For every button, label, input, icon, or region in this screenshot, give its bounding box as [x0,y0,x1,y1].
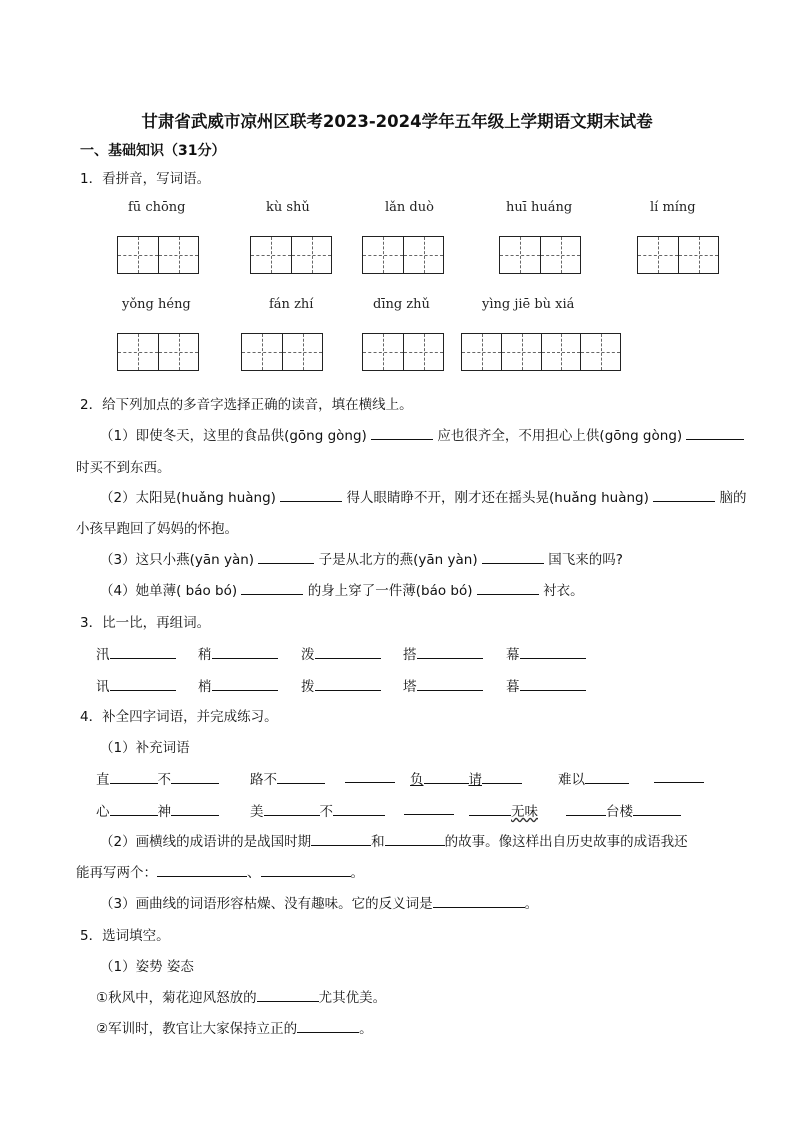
char: 汛 [96,647,110,663]
pinyin-label: fán zhí [269,297,314,312]
answer-blank[interactable] [566,801,606,816]
text: 负 [410,772,424,788]
answer-blank[interactable] [171,769,219,784]
text: 无味 [511,804,538,820]
q3-item [198,643,278,663]
q4-row2b [250,800,385,820]
q4-row1c [345,768,395,787]
text: （2）太阳晃(huǎng huàng) [100,490,276,506]
answer-blank[interactable] [520,644,586,659]
pinyin-label: yǒng héng [122,297,191,312]
answer-blank[interactable] [417,644,483,659]
q5-sub1: （1）姿势 姿态 [100,959,194,975]
q4-row1e [558,768,629,788]
q4-row1d [410,768,522,788]
q4-sub2 [100,830,688,850]
q2-item-2 [100,486,746,506]
answer-blank[interactable] [264,801,320,816]
text: 。 [359,1021,373,1037]
q3-item [96,675,176,695]
text: 台楼 [606,804,633,820]
q2-item-4 [100,579,584,599]
answer-blank[interactable] [417,676,483,691]
text: 美 [250,804,264,820]
answer-blank[interactable] [482,549,544,564]
char: 塔 [403,679,417,695]
text: 难以 [558,772,585,788]
question-1-prompt: 1．看拼音，写词语。 [80,171,211,187]
q4-row1b [250,768,325,788]
writing-grid-4[interactable] [461,333,621,371]
question-2-prompt: 2．给下列加点的多音字选择正确的读音，填在横线上。 [80,397,413,413]
text: 不 [157,772,171,788]
q2-item-3 [100,548,623,568]
text: 得人眼睛睁不开，刚才还在摇头晃(huǎng huàng) [346,490,649,506]
answer-blank[interactable] [110,676,176,691]
writing-grid[interactable] [499,236,581,274]
writing-grid[interactable] [362,236,444,274]
text: 衬衣。 [543,583,584,599]
question-5-prompt: 5．选词填空。 [80,928,170,944]
pinyin-label: dīng zhǔ [373,297,430,312]
text: 直 [96,772,110,788]
answer-blank[interactable] [653,487,715,502]
text: （1）即使冬天，这里的食品供(gōng gòng) [100,428,367,444]
pinyin-label: kù shǔ [266,200,310,215]
text: （4）她单薄( báo bó) [100,583,238,599]
answer-blank[interactable] [297,1018,359,1033]
q3-item [506,675,586,695]
char: 搭 [403,647,417,663]
q2-item-1 [100,424,744,444]
char: 暮 [506,679,520,695]
answer-blank[interactable] [110,644,176,659]
text: 请 [468,772,482,788]
q4-row2d [469,800,538,820]
writing-grid[interactable] [637,236,719,274]
answer-blank[interactable] [257,987,319,1002]
answer-blank[interactable] [110,801,158,816]
q5-item-1 [96,986,386,1006]
answer-blank[interactable] [585,769,629,784]
answer-blank[interactable] [520,676,586,691]
answer-blank[interactable] [311,831,371,846]
q3-item [301,675,381,695]
writing-grid[interactable] [250,236,332,274]
section-heading: 一、基础知识（31分） [80,143,226,159]
text: 、 [247,865,261,881]
answer-blank[interactable] [277,769,325,784]
answer-blank[interactable] [171,801,219,816]
q4-row2e [566,800,681,820]
text: 的故事。像这样出自历史故事的成语我还 [444,834,688,850]
answer-blank[interactable] [482,769,522,784]
pinyin-label: yìng jiē bù xiá [482,297,575,312]
answer-blank[interactable] [686,425,744,440]
text: 路不 [250,772,277,788]
text: ②军训时，教官让大家保持立正的 [96,1021,298,1037]
text: 能再写两个： [76,865,157,881]
q3-item [403,643,483,663]
writing-grid[interactable] [117,333,199,371]
q4-sub2-cont [76,861,364,881]
text: ①秋风中，菊花迎风怒放的 [96,990,257,1006]
pinyin-label: lí míng [650,200,696,215]
pinyin-label: huī huáng [506,200,573,215]
answer-blank[interactable] [633,801,681,816]
text: 的身上穿了一件薄(báo bó) [307,583,473,599]
answer-blank[interactable] [315,676,381,691]
q2-item-1-cont: 时买不到东西。 [76,460,171,476]
answer-blank[interactable] [433,893,525,908]
answer-blank[interactable] [424,769,469,784]
answer-blank[interactable] [371,425,433,440]
question-3-prompt: 3．比一比，再组词。 [80,615,211,631]
text: 应也很齐全，不用担心上供(gōng gòng) [437,428,683,444]
q4-row2 [96,800,219,820]
text: 国飞来的吗? [548,552,623,568]
q4-row2c [404,800,454,819]
char: 稍 [198,647,212,663]
text: 。 [524,896,539,912]
char: 梢 [198,679,212,695]
answer-blank[interactable] [258,549,314,564]
q5-item-2 [96,1017,373,1037]
answer-blank[interactable] [345,768,395,783]
text: （2）画横线的成语讲的是战国时期 [100,834,312,850]
text: 尤其优美。 [318,990,387,1006]
answer-blank[interactable] [477,580,539,595]
q4-row1f [654,768,704,787]
text: （3）画曲线的词语形容枯燥、没有趣味。它的反义词是 [100,896,433,912]
answer-blank[interactable] [212,676,278,691]
answer-blank[interactable] [110,769,158,784]
answer-blank[interactable] [315,644,381,659]
answer-blank[interactable] [241,580,303,595]
q4-sub1: （1）补充词语 [100,740,190,756]
q3-item [198,675,278,695]
text: 。 [350,865,364,881]
answer-blank[interactable] [654,768,704,783]
answer-blank[interactable] [280,487,342,502]
answer-blank[interactable] [333,801,385,816]
q3-item [403,675,483,695]
page-title: 甘肃省武威市凉州区联考2023-2024学年五年级上学期语文期末试卷 [141,112,653,131]
answer-blank[interactable] [469,801,511,816]
answer-blank[interactable] [261,862,351,877]
text: 神 [157,804,171,820]
q2-item-2-cont: 小孩早跑回了妈妈的怀抱。 [76,521,238,537]
q3-item [506,643,586,663]
answer-blank[interactable] [404,800,454,815]
writing-grid[interactable] [362,333,444,371]
writing-grid[interactable] [117,236,199,274]
char: 泼 [301,647,315,663]
text: 脑的 [719,490,747,506]
char: 幕 [506,647,520,663]
answer-blank[interactable] [385,831,445,846]
text: 子是从北方的燕(yān yàn) [318,552,478,568]
answer-blank[interactable] [212,644,278,659]
char: 拨 [301,679,315,695]
q4-sub3 [100,892,538,912]
question-4-prompt: 4．补全四字词语，并完成练习。 [80,709,278,725]
text: 不 [319,804,333,820]
text: 心 [96,804,110,820]
q3-item [301,643,381,663]
char: 讯 [96,679,110,695]
answer-blank[interactable] [157,862,247,877]
q4-row1 [96,768,219,788]
text: 和 [371,834,385,850]
q3-item [96,643,176,663]
writing-grid[interactable] [241,333,323,371]
text: （3）这只小燕(yān yàn) [100,552,255,568]
pinyin-label: fū chōng [128,200,186,215]
pinyin-label: lǎn duò [385,200,434,215]
